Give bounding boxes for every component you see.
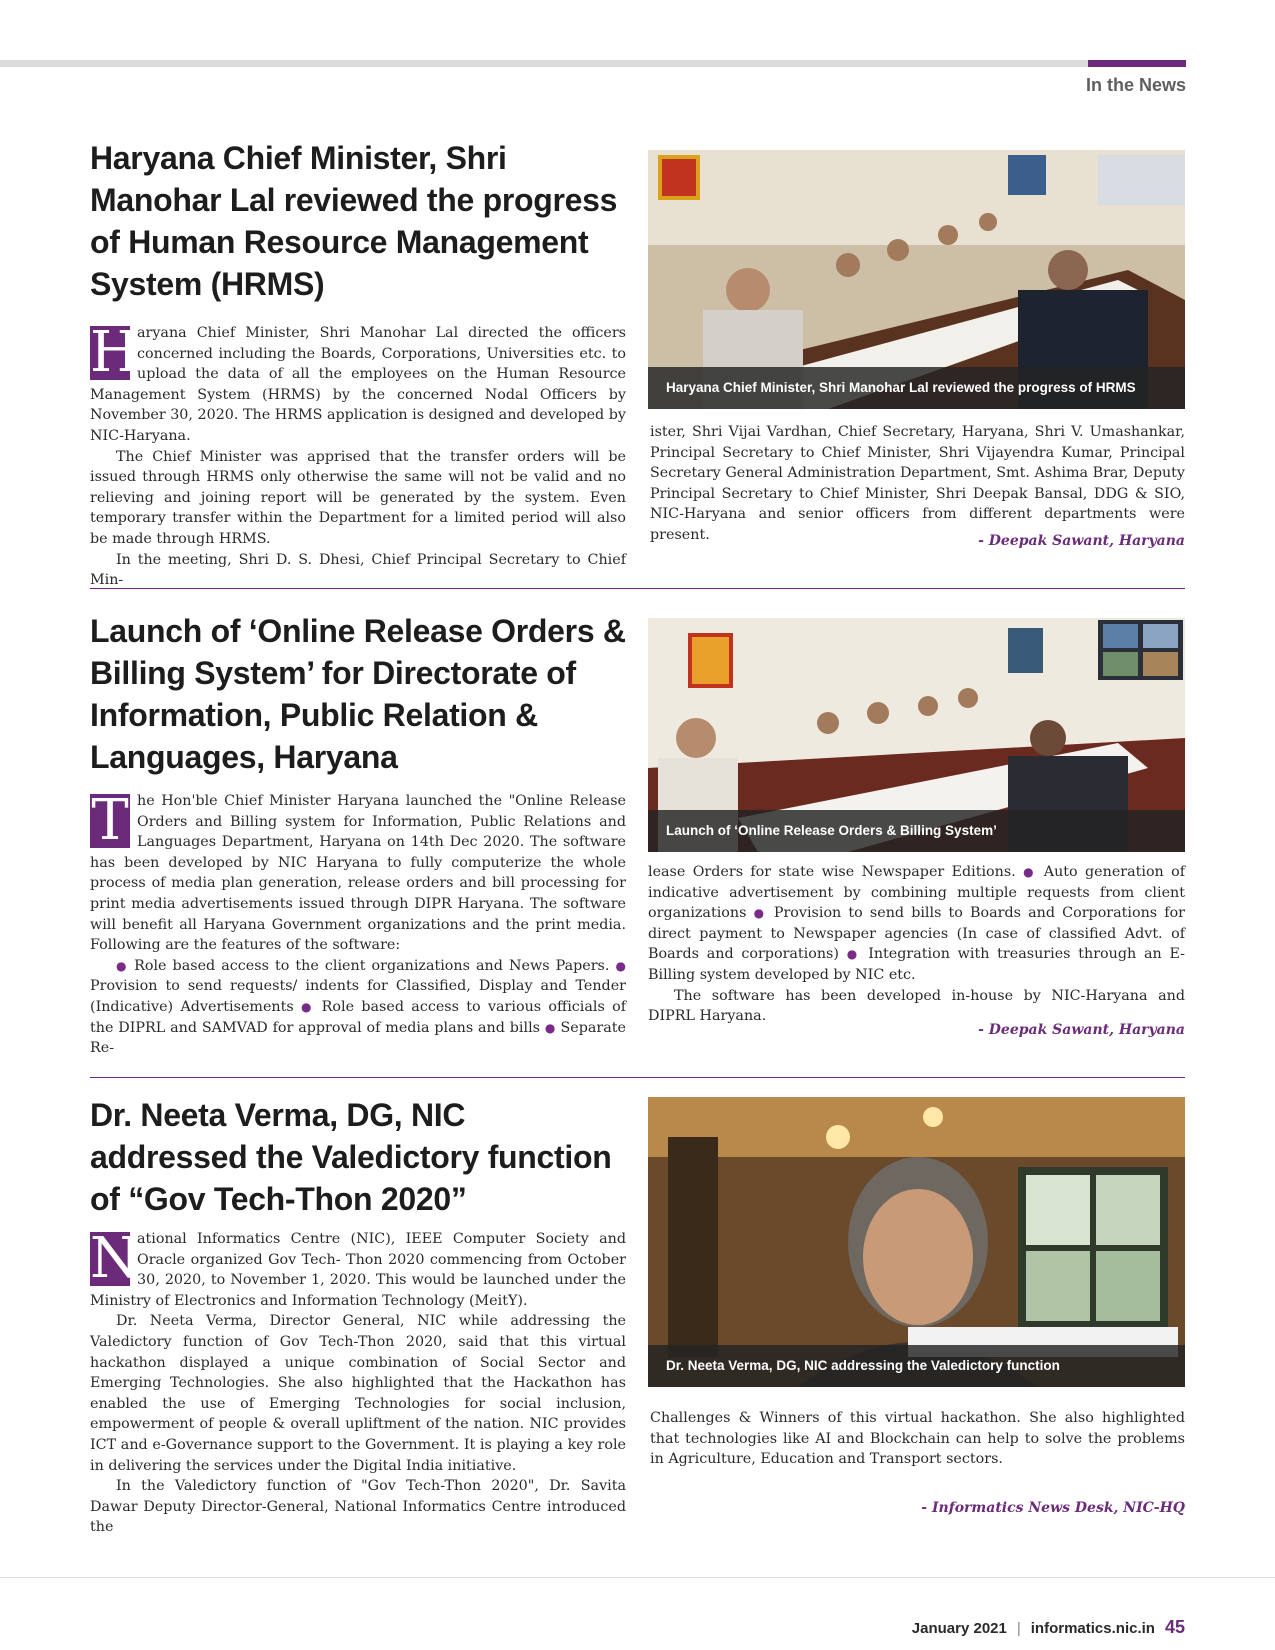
article-2-byline: - Deepak Sawant, Haryana [978,1022,1185,1038]
article-1-caption: Haryana Chief Minister, Shri Manohar Lal reviewed the progress of HRMS [648,367,1185,409]
footer-site: informatics.nic.in [1030,1620,1155,1637]
article-1-left-column [90,320,626,591]
feature-bullet: Integration with treasuries through an E-Billing system developed by NIC etc. [648,946,1185,983]
article-3-paragraph-3: In the Valedictory function of "Gov Tech-Thon 2020", Dr. Savita Dawar Deputy Director-General, National Informatics Centre introduced the [90,1478,626,1536]
bullet-dot: ● [301,999,315,1014]
article-2-caption: Launch of ‘Online Release Orders & Billing System’ [648,810,1185,852]
feature-bullet: Provision to send bills to Boards and Corporations for direct payment to Newspaper agencies (In case of classified Advt. of Boards and corporations) [648,905,1186,963]
article-2-paragraph-1: he Hon'ble Chief Minister Haryana launched the "Online Release Orders and Billing system for Information, Public Relations and Languages Department, Haryana on 14th Dec 2020. The software has been developed by NIC Haryana to fully computerize the whole process of media plan generation, release orders and bill processing for print media advertisements issued through DIPR Haryana. The software will benefit all Haryana Government organizations and the print media. Following are the features of the software: [90,793,626,954]
feature-bullet: lease Orders for state wise Newspaper Editions. [648,864,1016,880]
article-3-byline: - Informatics News Desk, NIC-HQ [921,1500,1185,1516]
bullet-dot: ● [615,958,626,973]
article-3-paragraph-2: Dr. Neeta Verma, Director General, NIC while addressing the Valedictory function of Gov Tech-Thon 2020, said that this virtual hackathon displayed a unique combination of Social Sector and Emerging Technologies. She also highlighted that the Hackathon has enabled the use of Emerging Technologies for social inclusion, empowerment of people & overall upliftment of the nation. NIC provides ICT and e-Governance support to the Government. It is playing a key role in delivering the services under the Digital India initiative. [90,1313,626,1474]
footer-separator: | [1016,1620,1021,1637]
article-2-right-paragraph: The software has been developed in-house by NIC-Haryana and DIPRL Haryana. [648,987,1185,1025]
feature-bullet: Separate Re- [90,1019,626,1057]
dropcap: N [90,1226,139,1291]
article-1-right-column [650,422,1185,546]
article-2-left-column [90,788,626,1059]
header-rule [0,60,1088,67]
section-divider [90,588,1185,589]
article-1-headline: Haryana Chief Minister, Shri Manohar Lal reviewed the progress of Human Resource Management System (HRMS) [90,140,618,302]
bullet-dot: ● [1023,865,1037,879]
footer [912,1617,1185,1638]
article-1-paragraph-2: The Chief Minister was apprised that the transfer orders will be issued through HRMS only otherwise the same will not be valid and no relieving and joining report will be generated by the system. Even temporary transfer within the Department for a limited period will also be made through HRMS. [90,448,626,547]
footer-date: January 2021 [911,1620,1007,1637]
article-3-left-column [90,1226,626,1538]
article-3-caption: Dr. Neeta Verma, DG, NIC addressing the Valedictory function [648,1345,1185,1387]
feature-bullet: Auto generation of indicative advertisement by combining multiple requests from client organizations [648,864,1186,922]
article-3-right-column [650,1408,1185,1470]
section-divider [90,1077,1185,1078]
dropcap: H [90,320,139,385]
bullet-dot: ● [544,1020,556,1035]
article-1-right-paragraph: ister, Shri Vijai Vardhan, Chief Secretary, Haryana, Shri V. Umashankar, Principal Secretary to Chief Minister, Shri Vijayendra Kumar, Principal Secretary General Administration Department, Smt. Ashima Brar, Deputy Principal Secretary to Chief Minister, Shri Deepak Bansal, DDG & SIO, NIC-Haryana and senior officers from different departments were present. [650,424,1185,543]
bullet-dot: ● [846,947,861,962]
article-2-right-column [648,862,1185,1027]
article-1-paragraph-1: aryana Chief Minister, Shri Manohar Lal directed the officers concerned including the Boards, Corporations, Universities etc. to upload the data of all the employees on the Human Resource Management System (HRMS) by the concerned Nodal Officers by November 30, 2020. The HRMS application is designed and developed by NIC-Haryana. [90,325,626,444]
bullet-dot: ● [753,906,767,921]
feature-bullet: Role based access to various officials of the DIPRL and SAMVAD for approval of media plans and bills [90,998,626,1036]
article-3-paragraph-1: ational Informatics Centre (NIC), IEEE Computer Society and Oracle organized Gov Tech- Thon 2020 commencing from October 30, 2020, to November 1, 2020. This would be launched under the Ministry of Electronics and Information Technology (MeitY). [90,1231,626,1309]
video-call-photo-image [648,1097,1185,1387]
article-3-headline: Dr. Neeta Verma, DG, NIC addressed the Valedictory function of “Gov Tech-Thon 2020” [90,1097,612,1217]
article-2-headline: Launch of ‘Online Release Orders & Billing System’ for Directorate of Information, Public Relation & Languages, Haryana [90,613,626,775]
header-rule-accent [1088,60,1186,67]
page-number: 45 [1164,1617,1185,1637]
section-label: In the News [1085,75,1186,95]
bullet-dot: ● [116,958,128,973]
article-1-paragraph-3: In the meeting, Shri D. S. Dhesi, Chief Principal Secretary to Chief Min- [90,551,626,589]
article-2-photo [648,618,1185,852]
article-1-photo [648,150,1185,409]
footer-rule [0,1577,1275,1578]
feature-bullet: Role based access to the client organizations and News Papers. [134,957,610,974]
feature-bullet: Provision to send requests/ indents for Classified, Display and Tender (Indicative) Advertisements [90,978,626,1015]
article-3-photo [648,1097,1185,1387]
dropcap: T [91,788,129,853]
article-1-byline: - Deepak Sawant, Haryana [978,533,1185,549]
article-3-right-paragraph: Challenges & Winners of this virtual hackathon. She also highlighted that technologies like AI and Blockchain can help to solve the problems in Agriculture, Education and Transport sectors. [650,1410,1185,1468]
